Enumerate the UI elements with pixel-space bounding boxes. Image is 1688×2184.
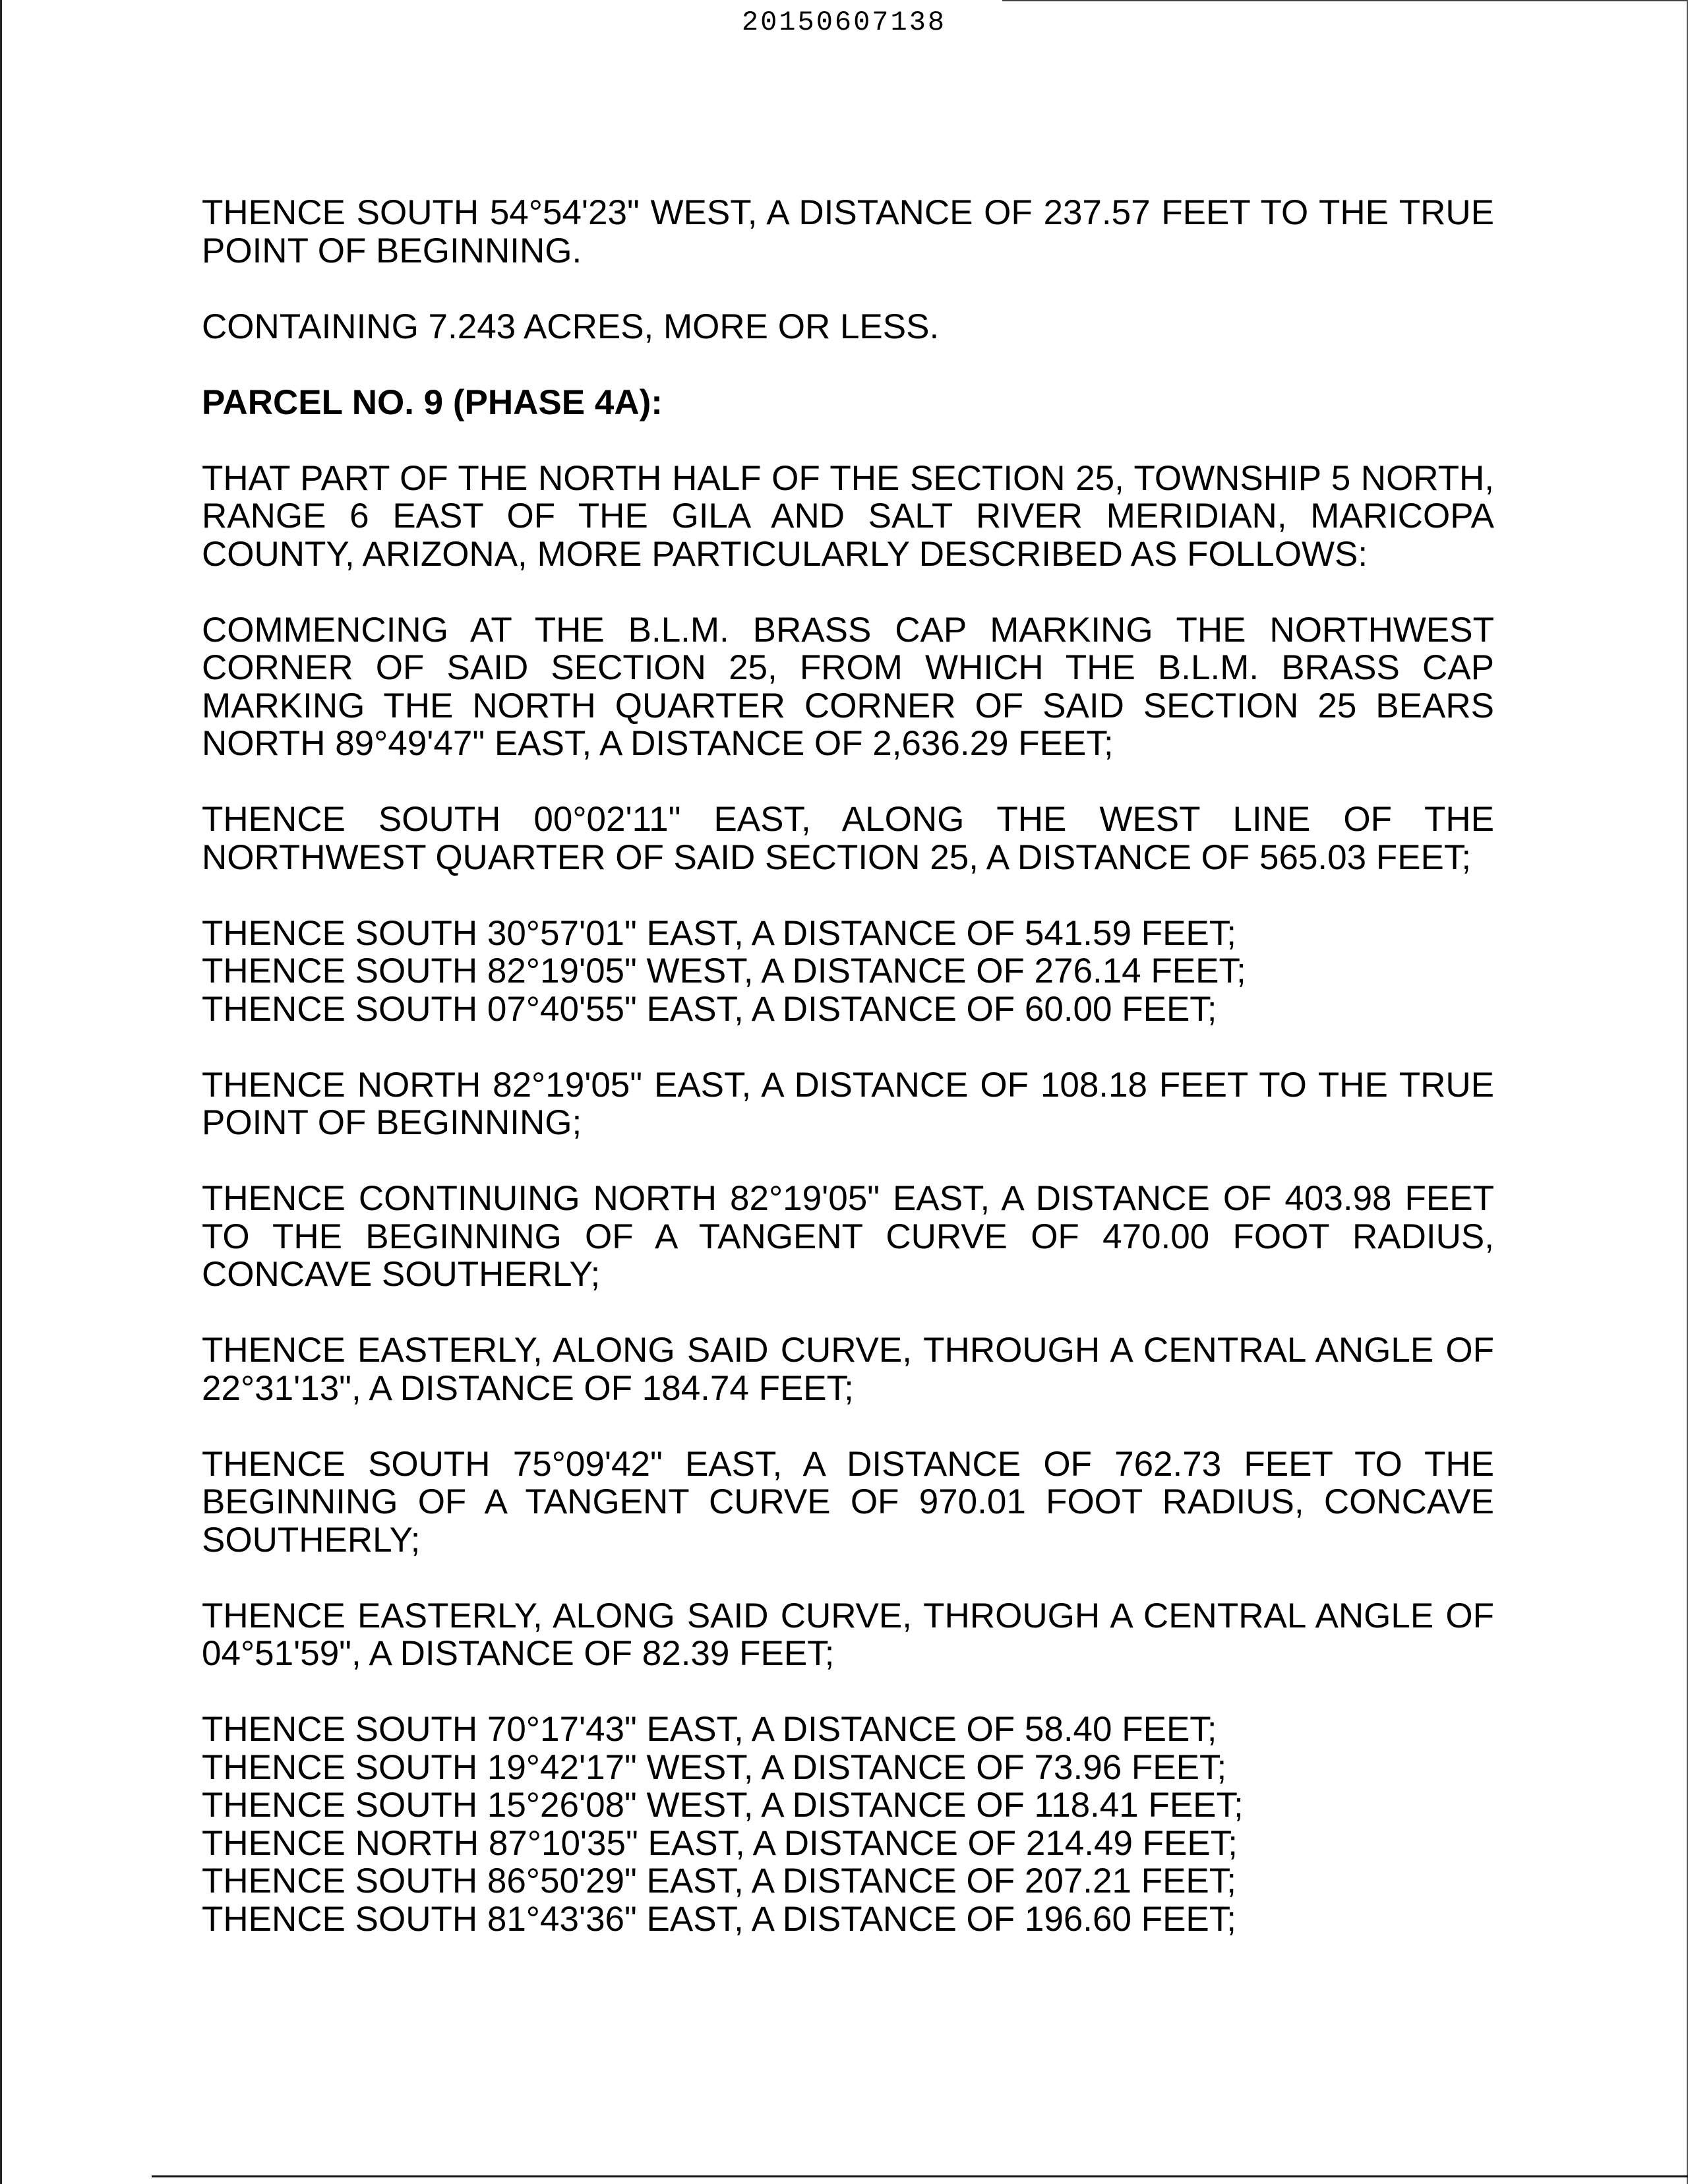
course-line: THENCE SOUTH 15°26'08" WEST, A DISTANCE OF 118.41 FEET; <box>202 1786 1244 1825</box>
paragraph-tangent-curve-470: THENCE CONTINUING NORTH 82°19'05" EAST, A DISTANCE OF 403.98 FEET TO THE BEGINNING OF A TANGENT CURVE OF 470.00 FOOT RADIUS, CONCAVE SOUTHERLY; <box>202 1179 1494 1294</box>
paragraph-acreage: CONTAINING 7.243 ACRES, MORE OR LESS. <box>202 307 940 346</box>
left-scan-edge <box>0 0 2 2184</box>
paragraph-tangent-curve-970: THENCE SOUTH 75°09'42" EAST, A DISTANCE OF 762.73 FEET TO THE BEGINNING OF A TANGENT CURVE OF 970.01 FOOT RADIUS, CONCAVE SOUTHERLY; <box>202 1444 1494 1560</box>
course-line: THENCE NORTH 87°10'35" EAST, A DISTANCE OF 214.49 FEET; <box>202 1823 1238 1863</box>
paragraph-true-point-course: THENCE NORTH 82°19'05" EAST, A DISTANCE OF 108.18 FEET TO THE TRUE POINT OF BEGINNING; <box>202 1065 1494 1142</box>
course-line: THENCE SOUTH 30°57'01" EAST, A DISTANCE OF 541.59 FEET; <box>202 913 1237 953</box>
top-edge-rule <box>1002 0 1688 1</box>
course-line: THENCE SOUTH 81°43'36" EAST, A DISTANCE OF 196.60 FEET; <box>202 1899 1237 1939</box>
course-group-1 <box>202 915 1494 1029</box>
course-group-2 <box>202 1711 1494 1938</box>
course-line: THENCE SOUTH 07°40'55" EAST, A DISTANCE OF 60.00 FEET; <box>202 989 1217 1029</box>
bottom-edge-rule <box>152 2175 1688 2177</box>
paragraph-commencing: COMMENCING AT THE B.L.M. BRASS CAP MARKING THE NORTHWEST CORNER OF SAID SECTION 25, FROM WHICH THE B.L.M. BRASS CAP MARKING THE NORTH QUARTER CORNER OF SAID SECTION 25 BEARS NORTH 89°49'47" EAST, A DISTANCE OF 2,636.29 FEET; <box>202 610 1494 763</box>
course-line: THENCE SOUTH 86°50'29" EAST, A DISTANCE OF 207.21 FEET; <box>202 1862 1237 1900</box>
course-line: THENCE SOUTH 19°42'17" WEST, A DISTANCE OF 73.96 FEET; <box>202 1747 1227 1787</box>
paragraph-west-line-course: THENCE SOUTH 00°02'11" EAST, ALONG THE WEST LINE OF THE NORTHWEST QUARTER OF SAID SECTION 25, A DISTANCE OF 565.03 FEET; <box>202 800 1494 877</box>
paragraph-true-point-of-beginning: THENCE SOUTH 54°54'23" WEST, A DISTANCE OF 237.57 FEET TO THE TRUE POINT OF BEGINNING. <box>202 193 1494 270</box>
course-line: THENCE SOUTH 82°19'05" WEST, A DISTANCE OF 276.14 FEET; <box>202 952 1246 990</box>
recording-number: 20150607138 <box>741 7 947 38</box>
parcel-heading: PARCEL NO. 9 (PHASE 4A): <box>202 382 663 422</box>
course-line: THENCE SOUTH 70°17'43" EAST, A DISTANCE OF 58.40 FEET; <box>202 1710 1217 1749</box>
legal-description-body <box>202 194 1494 1976</box>
paragraph-curve-184: THENCE EASTERLY, ALONG SAID CURVE, THROUGH A CENTRAL ANGLE OF 22°31'13", A DISTANCE OF 184.74 FEET; <box>202 1331 1494 1408</box>
paragraph-parcel-location: THAT PART OF THE NORTH HALF OF THE SECTION 25, TOWNSHIP 5 NORTH, RANGE 6 EAST OF THE GILA AND SALT RIVER MERIDIAN, MARICOPA COUNTY, ARIZONA, MORE PARTICULARLY DESCRIBED AS FOLLOWS: <box>202 458 1494 574</box>
paragraph-curve-82: THENCE EASTERLY, ALONG SAID CURVE, THROUGH A CENTRAL ANGLE OF 04°51'59", A DISTANCE OF 82.39 FEET; <box>202 1596 1494 1673</box>
